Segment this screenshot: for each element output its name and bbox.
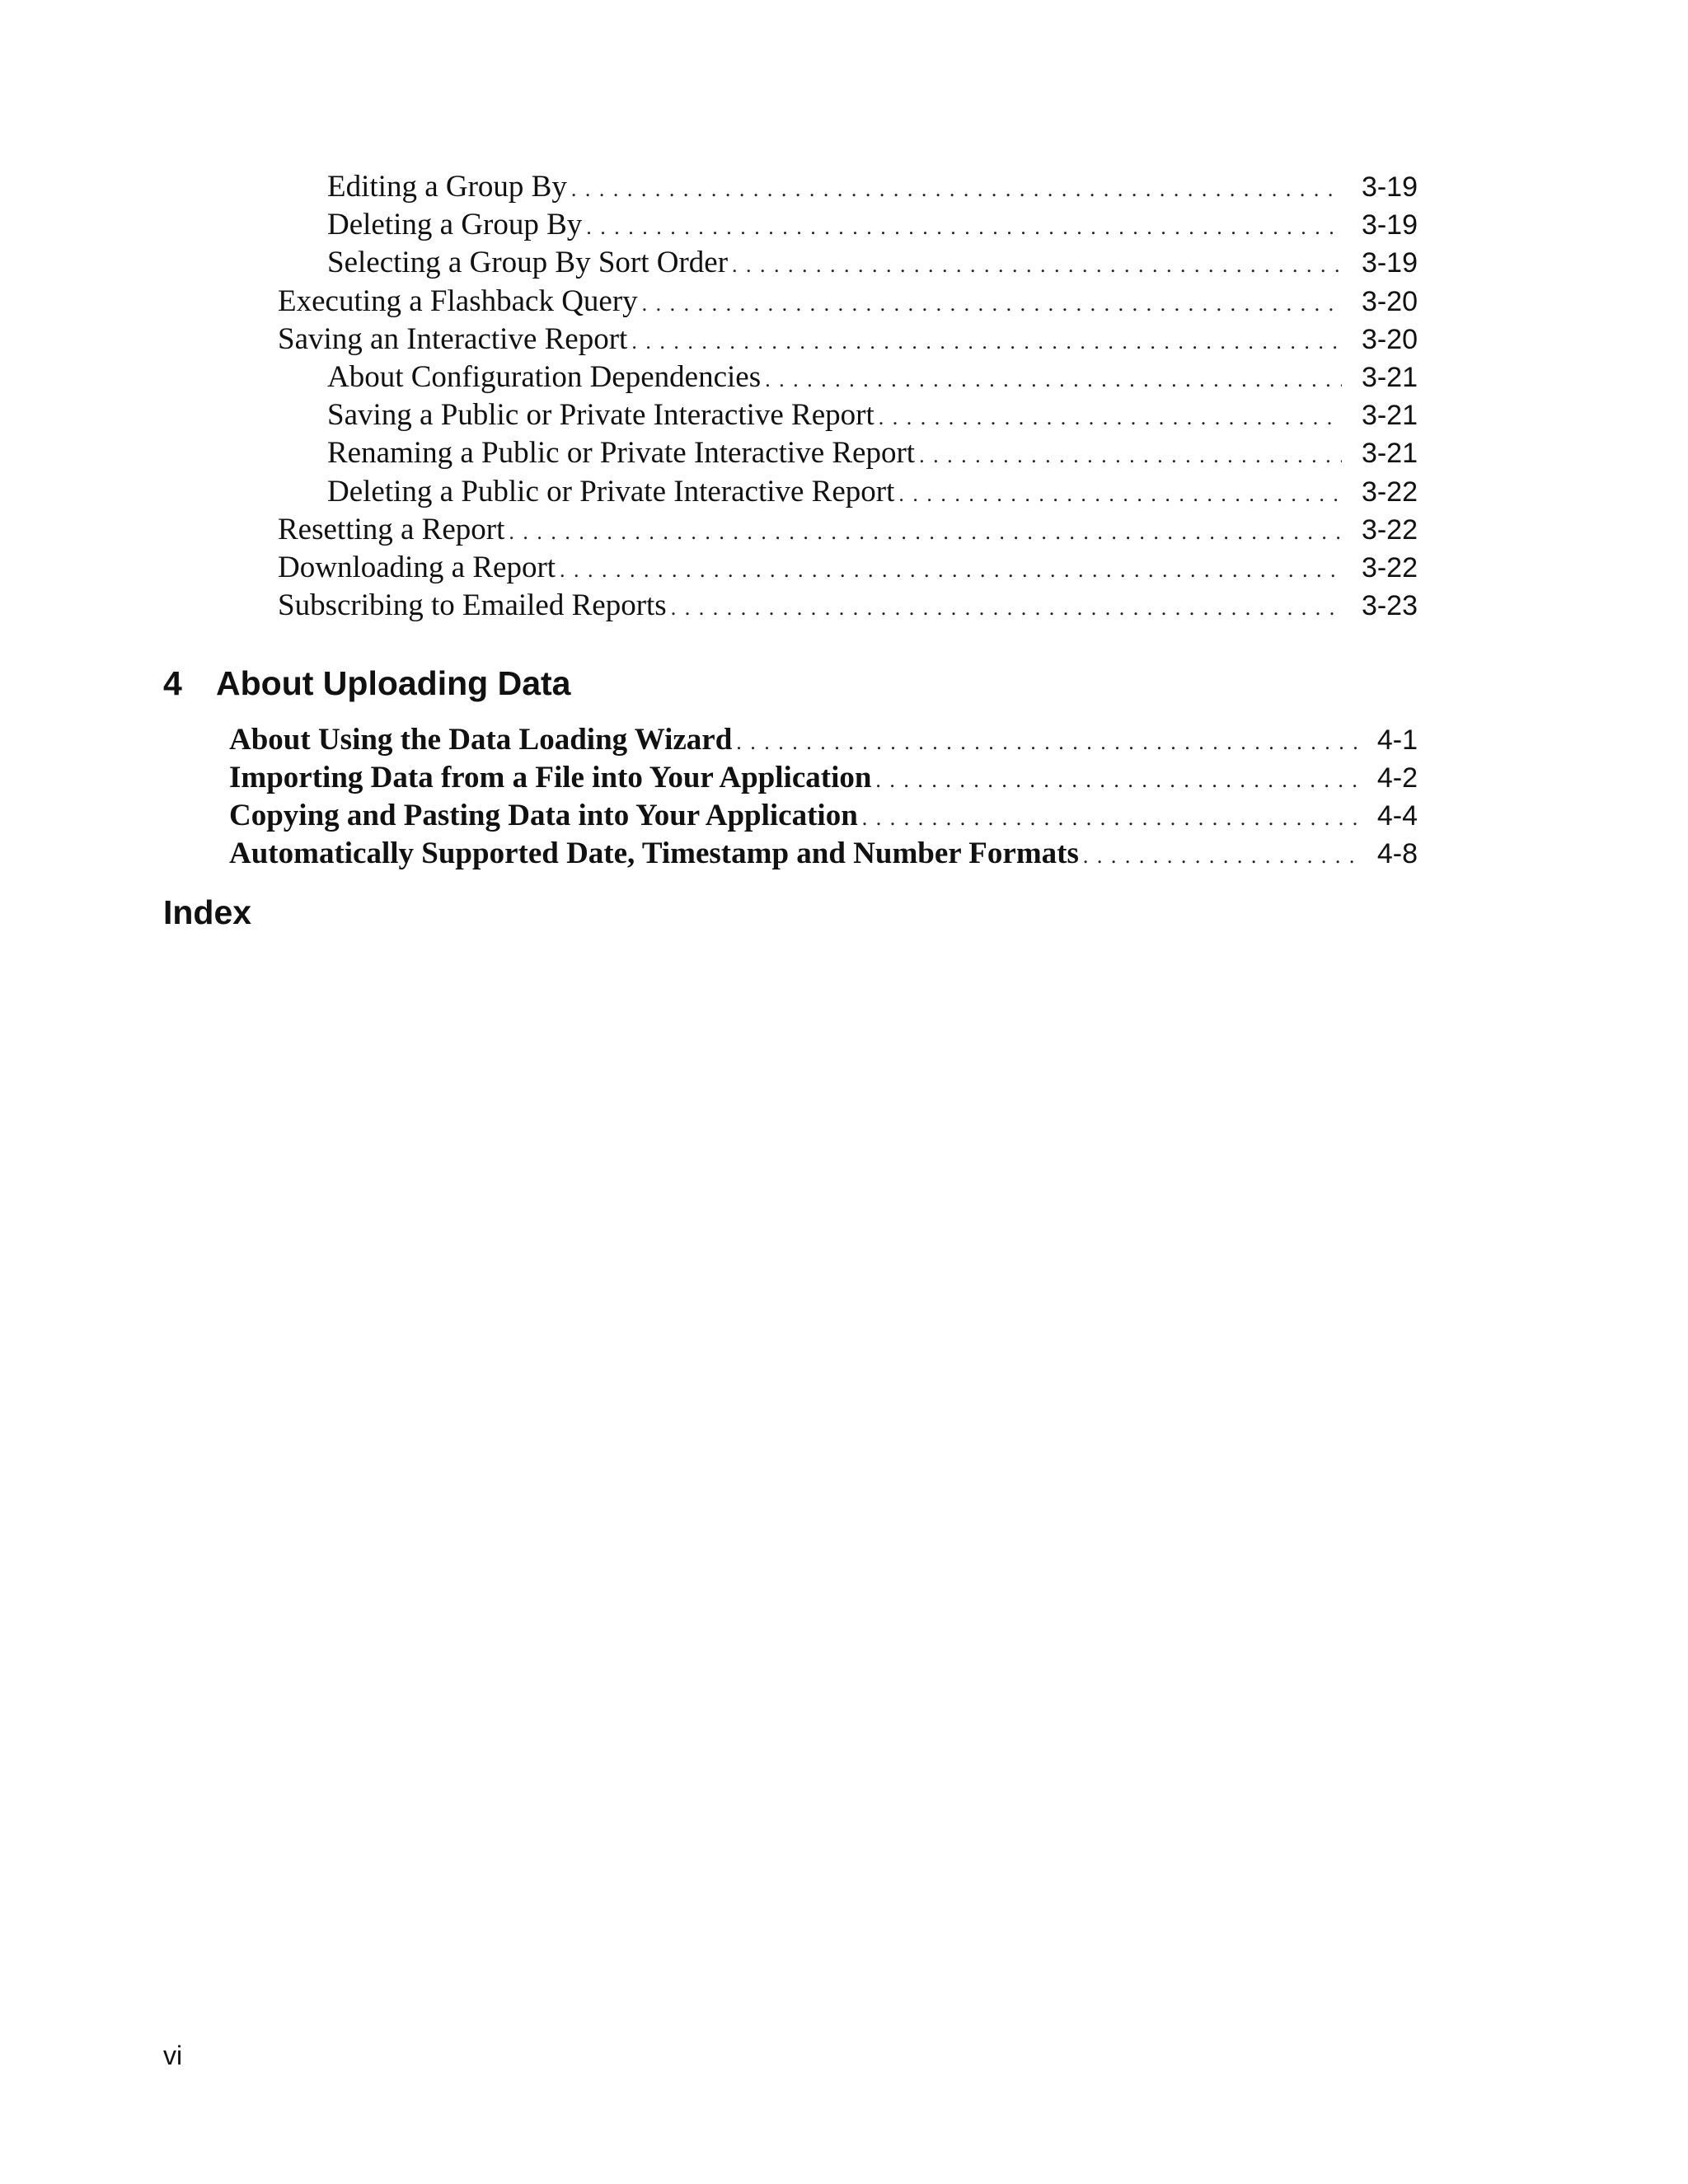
toc-entry-title: Editing a Group By [327,170,567,204]
toc-entry-title: Executing a Flashback Query [278,284,638,318]
dot-leader [671,596,1342,621]
dot-leader [898,482,1342,507]
toc-entry-page: 3-21 [1361,400,1418,431]
toc-entry[interactable] [229,836,1418,871]
dot-leader [875,768,1357,793]
index-heading[interactable]: Index [163,893,252,931]
chapter-heading[interactable] [163,664,570,703]
toc-entry-title: Saving an Interactive Report [278,322,628,356]
toc-entry-page: 3-23 [1361,590,1418,621]
toc-entry-title: Saving a Public or Private Interactive Report [327,398,874,432]
toc-entry-title: Deleting a Public or Private Interactive Report [327,475,895,509]
dot-leader [586,215,1342,240]
toc-entry-page: 3-19 [1361,247,1418,279]
dot-leader [765,368,1342,392]
toc-entry[interactable] [229,722,1418,757]
toc-entry[interactable] [229,760,1418,795]
toc-entry[interactable] [327,435,1418,471]
toc-entry[interactable] [327,245,1418,280]
toc-entry[interactable] [278,321,1418,357]
toc-entry-page: 3-22 [1361,552,1418,583]
toc-entry-page: 3-21 [1361,362,1418,393]
toc-entry-page: 4-2 [1376,762,1418,794]
toc-entry[interactable] [327,207,1418,242]
toc-entry-page: 4-4 [1376,800,1418,832]
toc-entry[interactable] [278,550,1418,585]
toc-entry-page: 3-19 [1361,171,1418,203]
toc-entry[interactable] [327,359,1418,395]
toc-entry-title: Copying and Pasting Data into Your Application [229,799,858,832]
toc-entry-page: 3-20 [1361,324,1418,355]
dot-leader [879,405,1342,430]
toc-entry[interactable] [327,397,1418,433]
toc-entry-page: 3-21 [1361,438,1418,469]
toc-entry[interactable] [278,588,1418,623]
dot-leader [509,520,1342,545]
toc-entry-title: Automatically Supported Date, Timestamp and Number Formats [229,837,1079,870]
toc-entry-page: 3-19 [1361,209,1418,241]
toc-entry-title: Deleting a Group By [327,208,583,241]
dot-leader [560,558,1342,583]
toc-entry[interactable] [229,798,1418,833]
toc-entry-title: Subscribing to Emailed Reports [278,588,667,622]
toc-entry-title: Renaming a Public or Private Interactive Report [327,436,916,470]
toc-entry-page: 4-1 [1376,724,1418,756]
toc-entry-page: 3-20 [1361,286,1418,317]
dot-leader [919,443,1342,468]
toc-entry-page: 3-22 [1361,476,1418,508]
toc-entry[interactable] [278,512,1418,547]
dot-leader [1083,844,1357,869]
toc-entry-title: Selecting a Group By Sort Order [327,246,729,279]
toc-entry[interactable] [327,474,1418,509]
toc-entry-title: About Using the Data Loading Wizard [229,723,733,757]
toc-entry-page: 4-8 [1376,838,1418,869]
dot-leader [631,330,1342,354]
toc-entry-title: Resetting a Report [278,513,505,546]
toc-entry-title: Downloading a Report [278,551,556,584]
toc-entry[interactable] [278,284,1418,319]
toc-entry[interactable] [327,169,1418,204]
toc-entry-title: About Configuration Dependencies [327,360,762,394]
page-number: vi [163,2041,183,2070]
toc-entry-title: Importing Data from a File into Your Application [229,761,872,794]
chapter-title: About Uploading Data [216,664,571,702]
dot-leader [736,730,1357,755]
toc-entry-page: 3-22 [1361,514,1418,546]
dot-leader [571,177,1342,202]
chapter-number: 4 [163,664,182,702]
dot-leader [642,292,1342,316]
dot-leader [862,806,1357,831]
dot-leader [732,253,1342,278]
